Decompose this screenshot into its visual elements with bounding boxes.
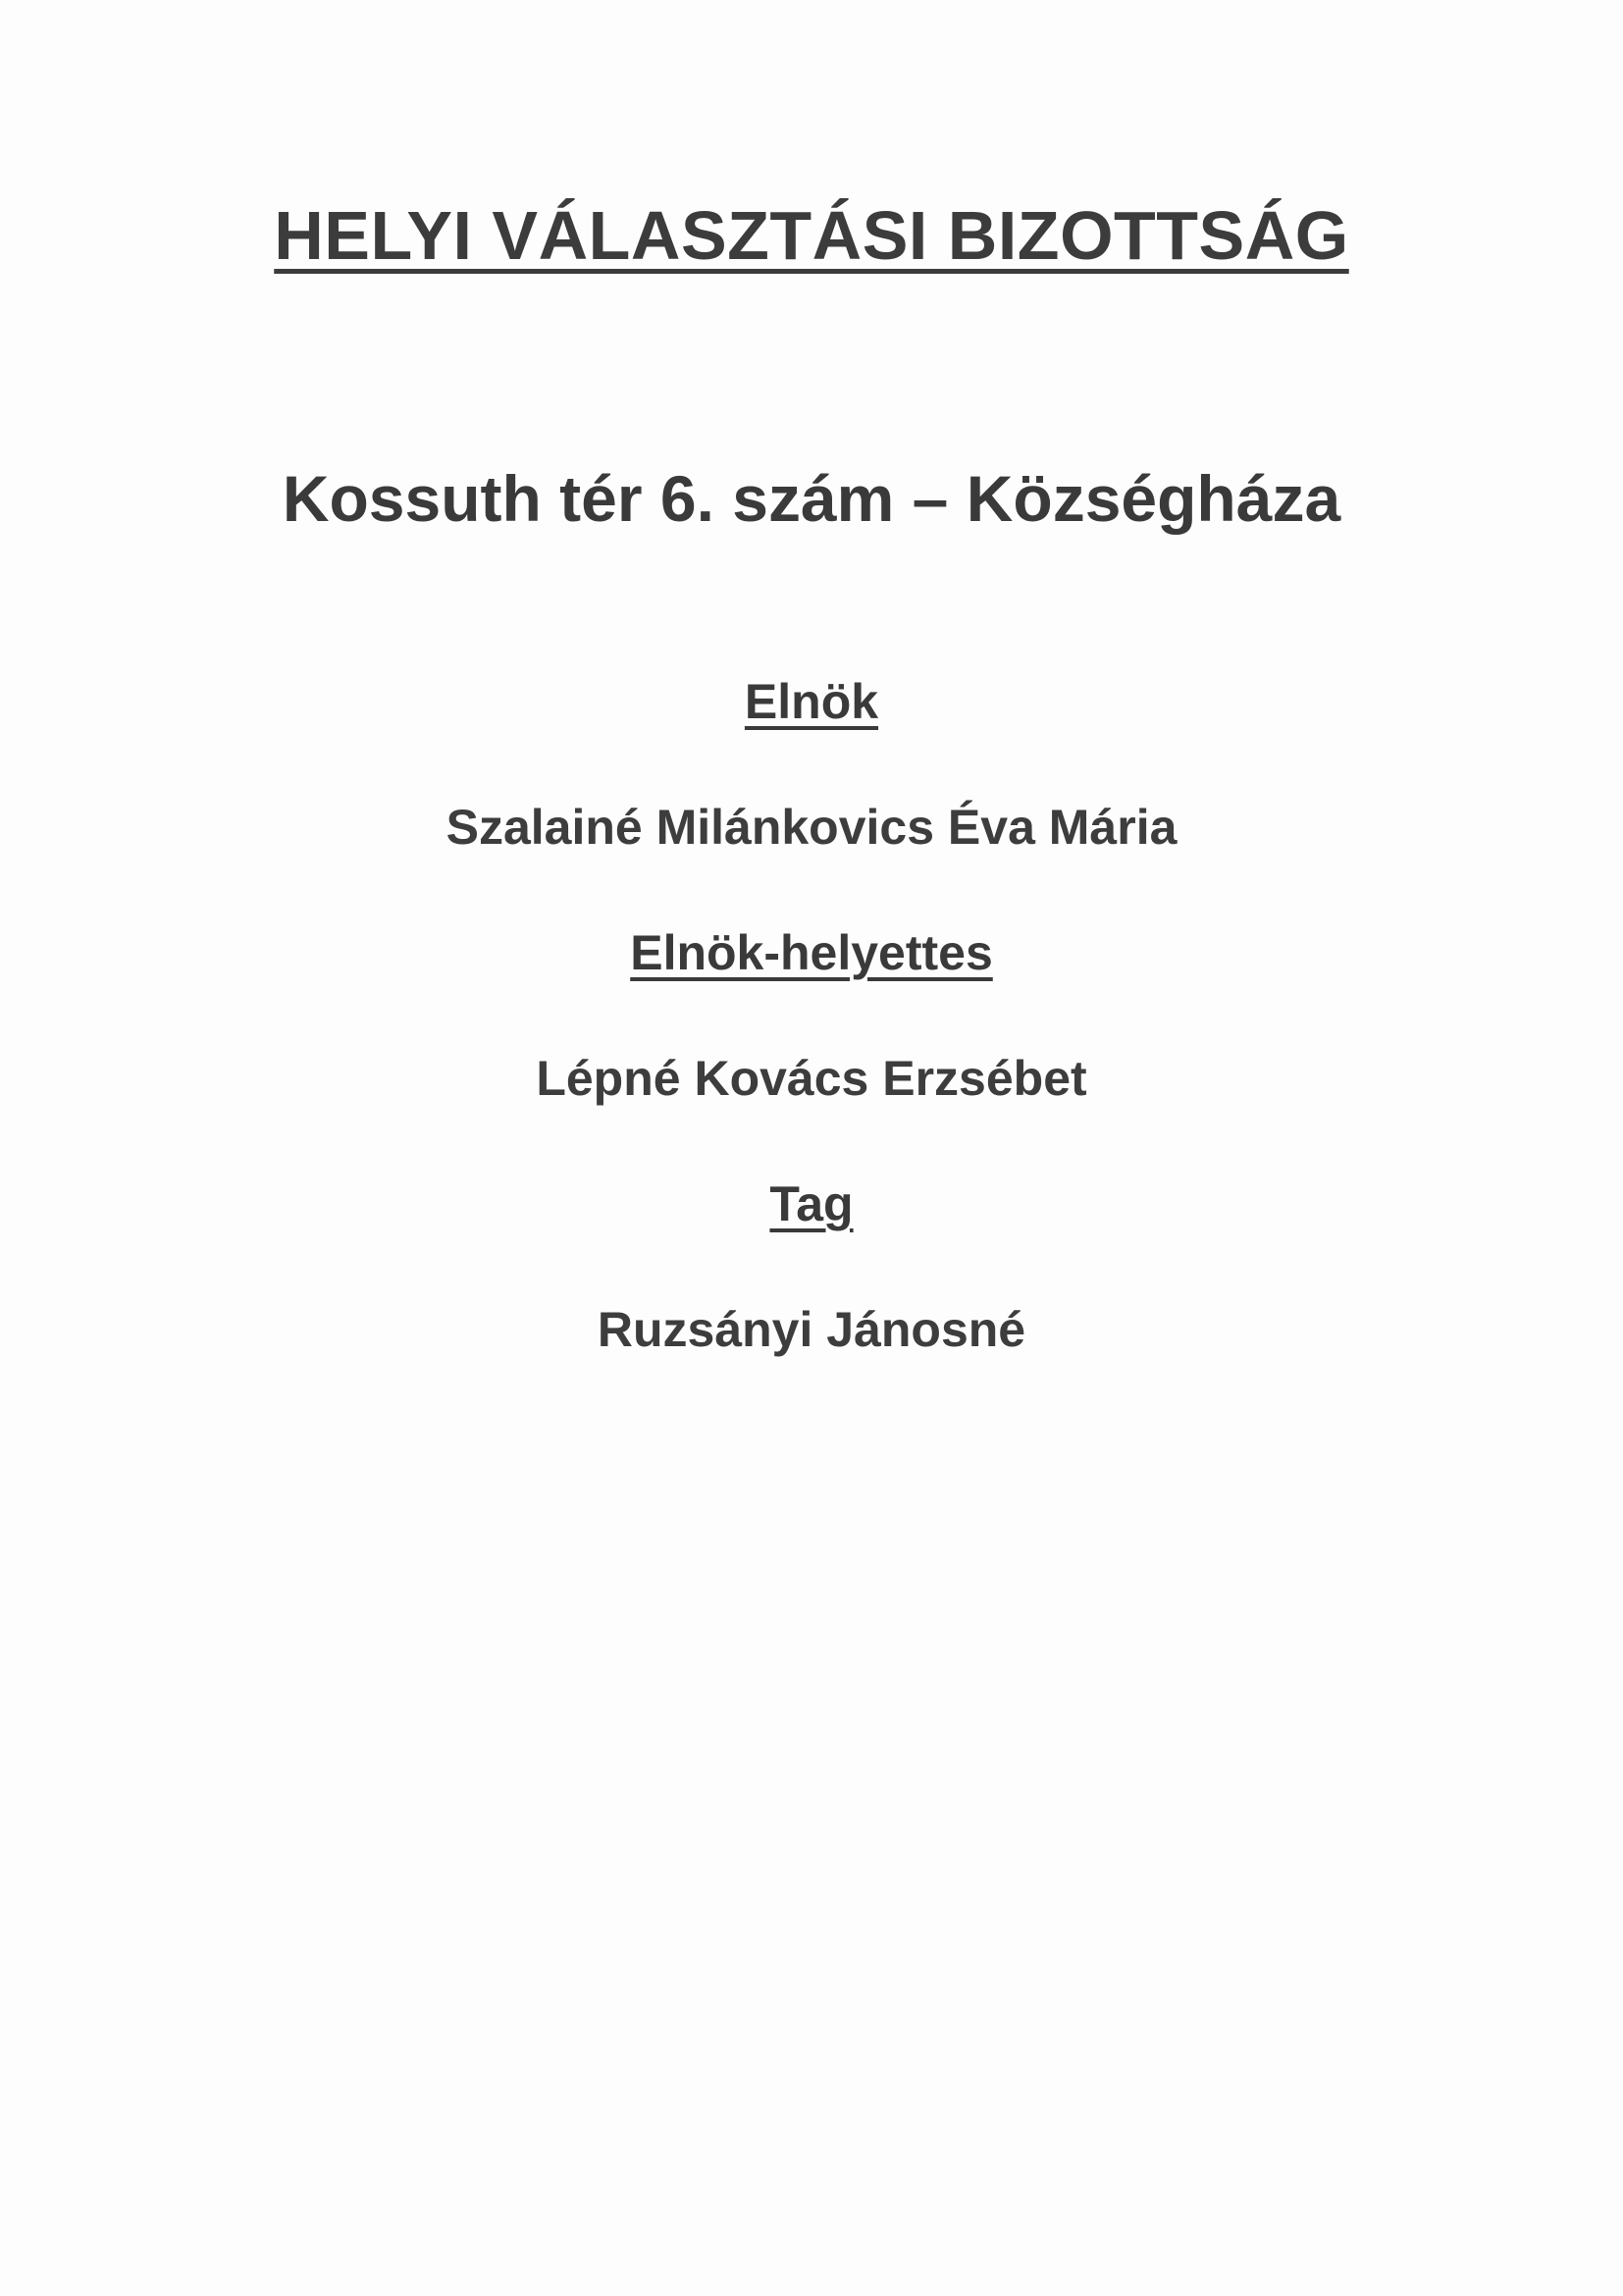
role-label-chair: Elnök	[744, 674, 879, 729]
member-name-member: Ruzsányi Jánosné	[597, 1302, 1026, 1357]
document-title: HELYI VÁLASZTÁSI BIZOTTSÁG	[274, 197, 1349, 274]
role-label-member: Tag	[769, 1176, 854, 1231]
member-name-chair: Szalainé Milánkovics Éva Mária	[445, 800, 1178, 855]
role-label-vice-chair: Elnök-helyettes	[630, 925, 993, 980]
address-line: Kossuth tér 6. szám – Községháza	[282, 462, 1341, 535]
member-name-vice-chair: Lépné Kovács Erzsébet	[536, 1051, 1087, 1106]
